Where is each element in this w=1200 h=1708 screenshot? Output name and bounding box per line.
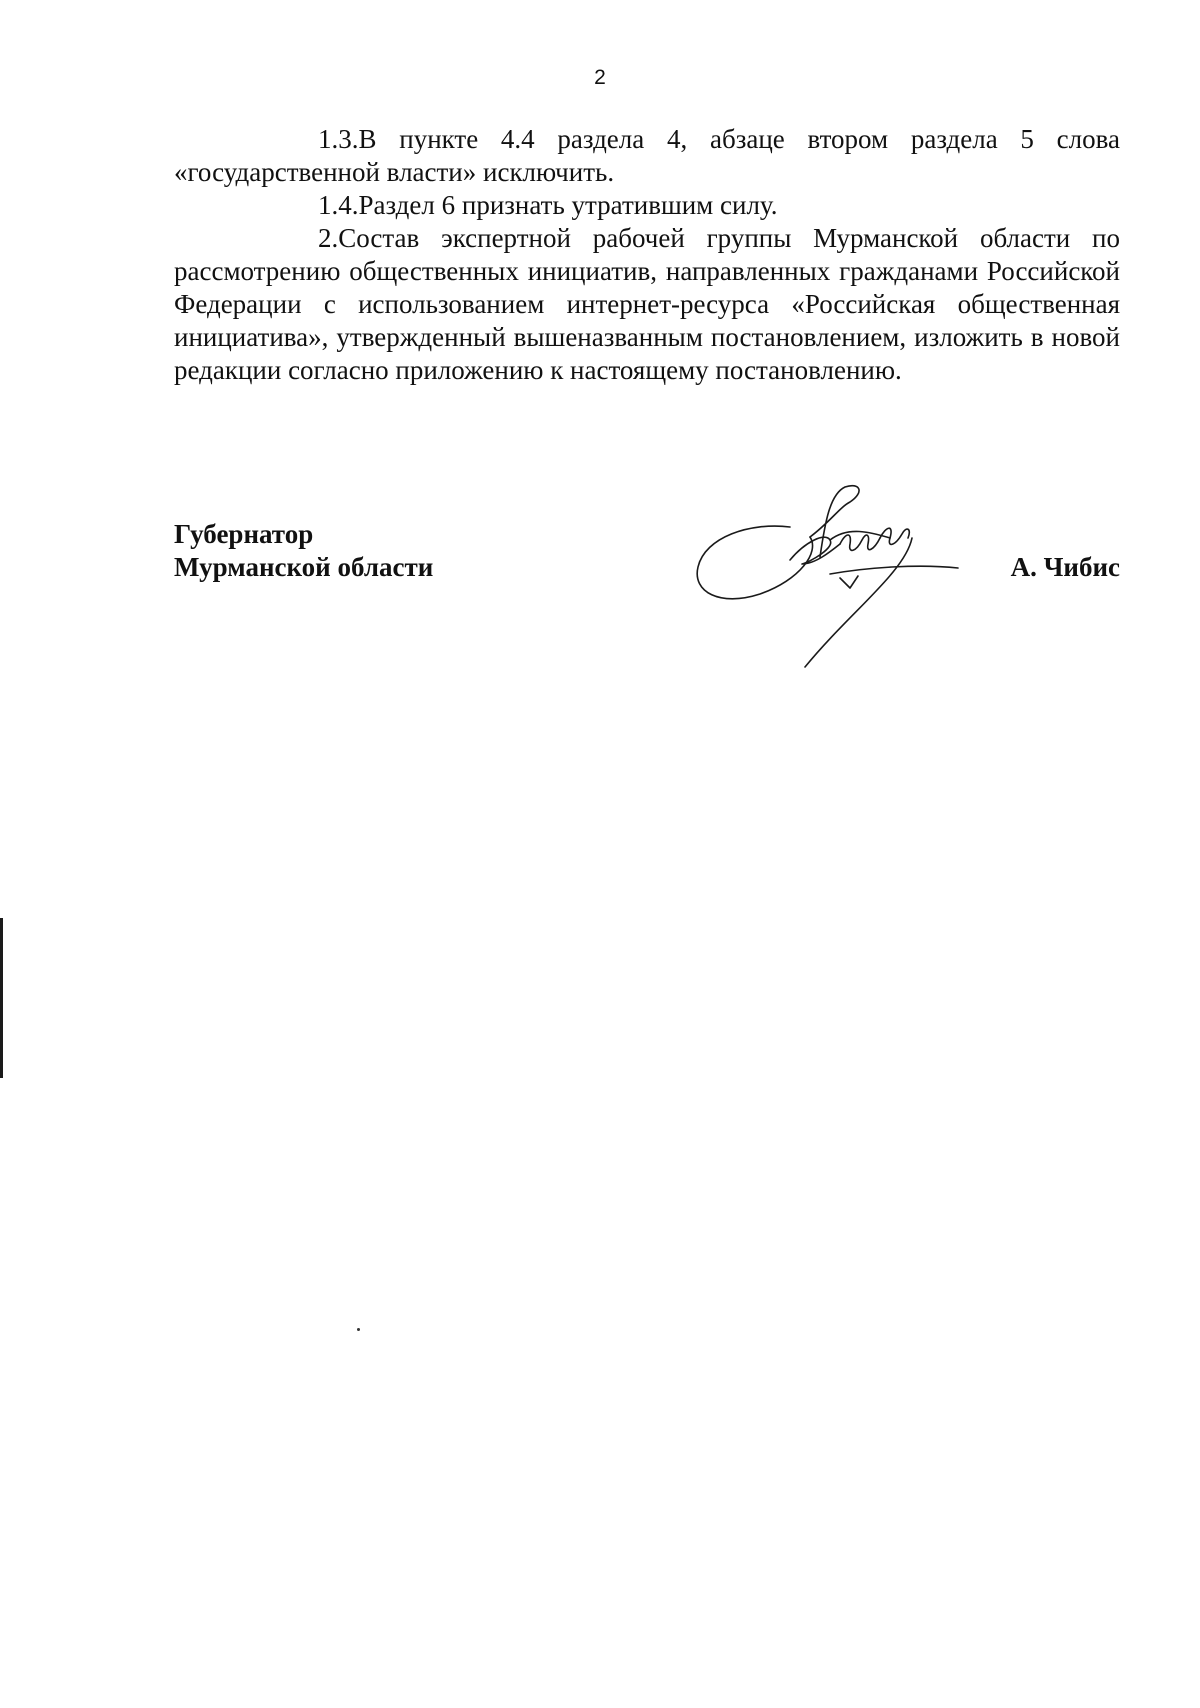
signer-name: А. Чибис bbox=[1010, 552, 1120, 582]
handwritten-signature bbox=[690, 482, 970, 692]
page-number: 2 bbox=[594, 66, 606, 89]
paragraph-1-4 bbox=[174, 189, 1120, 222]
paragraph-text: В пункте 4.4 раздела 4, абзаце втором раздела 5 слова «государственной власти» исключить. bbox=[174, 124, 1120, 187]
signer-title-line1: Губернатор bbox=[174, 519, 314, 549]
paragraph-number: 2. bbox=[318, 223, 339, 253]
paragraph-number: 1.3. bbox=[318, 124, 359, 154]
scan-edge-mark bbox=[0, 918, 3, 1078]
signer-title bbox=[174, 518, 433, 584]
paragraph-1-3 bbox=[174, 123, 1120, 189]
paragraph-text: Состав экспертной рабочей группы Мурманской области по рассмотрению общественных инициатив, направленных гражданами Российской Федерации с использованием интернет-ресурса «Российская общественная инициатива», утвержденный вышеназванным постановлением, изложить в новой редакции согласно приложению к настоящему постановлению. bbox=[174, 223, 1120, 385]
scan-speck bbox=[357, 1328, 360, 1331]
signature-block bbox=[174, 518, 1120, 688]
paragraph-text: Раздел 6 признать утратившим силу. bbox=[358, 190, 778, 220]
paragraph-number: 1.4. bbox=[318, 190, 359, 220]
document-body bbox=[174, 123, 1120, 387]
paragraph-2 bbox=[174, 222, 1120, 387]
signer-title-line2: Мурманской области bbox=[174, 552, 434, 582]
